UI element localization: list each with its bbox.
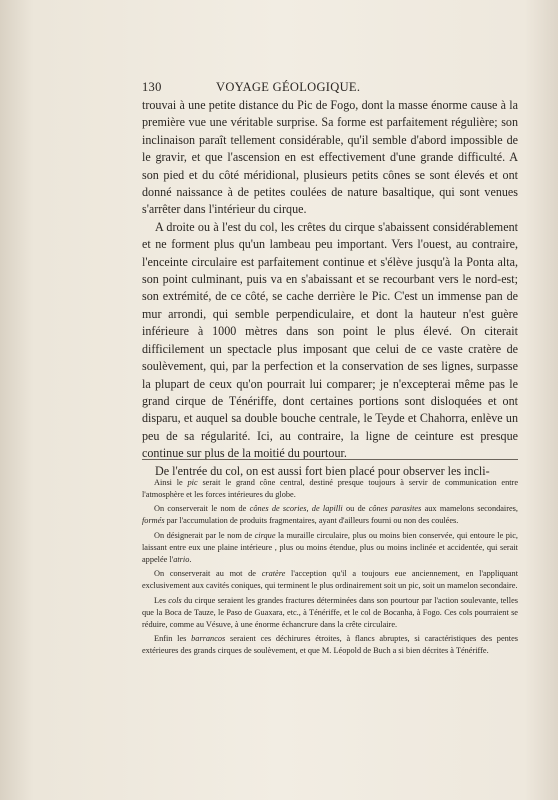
footnote-cones [142,503,518,527]
footnote-cols [142,595,518,631]
note-text: aux mamelons secondaires, [421,504,518,514]
note-text: Les [154,595,169,605]
note-term: cirque [254,530,276,540]
note-text: seraient ces déchirures étroites, à flancs abruptes, si caractéristiques des pentes extérieures des grands cirques de soulèvement, et que M. Léopold de Buch a si bien décrites à Ténériffe. [142,634,518,656]
note-text: Ainsi le [154,478,188,487]
note-term: cônes de scories, de lapilli [249,504,343,514]
paragraph-2: A droite ou à l'est du col, les crêtes du cirque s'abaissent considérablement et ne forment plus qu'un lambeau peu important. Vers l'ouest, au contraire, l'enceinte circulaire est parfaitement continue et s'élève jusqu'à la Ponta alta, son point culminant, puis va en s'abaissant et se recourbant vers le nord-est; son extrémité, de ce côté, se cache derrière le Pic. C'est un immense pan de mur arrondi, qui semble perpendiculaire, et dont la hauteur n'est guère inférieure à 1000 mètres dans son point le plus élevé. On citerait difficilement un spectacle plus imposant que celui de ce vaste cratère de soulèvement, qui, par la perfection et la conservation de ses lignes, surpasse la plupart de ceux qu'on pourrait lui comparer; je n'excepterai même pas le grand cirque de Ténériffe, dont certaines portions sont disloquées et ont disparu, et auquel sa double bouche centrale, le Teyde et Chahorra, enlève un peu de sa régularité. Ici, au contraire, la ligne de ceinture est presque continue sur plus de la moitié du pourtour. [142,219,518,461]
footnote-cratere [142,568,518,592]
note-text: la muraille circulaire, plus ou moins bien conservée, qui entoure le pic, laissant entre eux une plaine intérieure , plus ou moins étendue, plus ou moins inclinée et accidentée, qui serait appelée l' [142,530,518,564]
paragraph-3: De l'entrée du col, on est aussi fort bien placé pour observer les incli- [155,463,490,478]
note-text: . [189,554,192,564]
note-term: cols [168,595,182,605]
note-text: par l'accumulation de produits fragmentaires, ayant d'ailleurs fourni ou non des coulées. [164,516,459,526]
note-term: pic [187,478,198,487]
note-text: l'acception qu'il a toujours eue anciennement, en l'appliquant exclusivement aux cavités coniques, qui terminent le plus ordinairement soit un pic, soit un mamelon secondaire. [142,569,519,591]
note-text: On conserverait le nom de [154,504,250,514]
note-term: atrio [173,554,190,564]
footnote-barrancos [142,633,518,657]
footnotes [142,477,518,659]
note-term: barrancos [191,634,226,644]
note-text: serait le grand cône central, destiné presque toujours à servir de communication entre l'atmosphère et les forces intérieures du globe. [142,478,518,500]
footnote-separator [142,459,518,460]
note-text: du cirque seraient les grandes fractures déterminées dans son pourtour par l'action soulevante, telles que la Boca de Tauze, le Paso de Guaxara, etc., à Ténériffe, et le col de Bocanha, à Fogo. Ces cols pourraient se réduire, comme au Vésuve, à une énorme échancrure dans la crête circulaire. [142,595,518,629]
main-text [142,97,518,480]
note-term: cônes parasites [368,504,422,514]
footnote-pic [142,477,518,501]
note-term: cratère [261,569,286,579]
note-text: ou de [342,504,369,514]
note-text: On désignerait par le nom de [154,530,255,540]
paragraph-1: trouvai à une petite distance du Pic de Fogo, dont la masse énorme cause à la première vue une véritable surprise. Sa forme est parfaitement régulière; son inclinaison paraît tellement considérable, qu'il semble d'abord impossible de le gravir, et que l'ascension en est effectivement d'une grande difficulté. A son pied et du côté méridional, plusieurs petits cônes se sont élevés et ont donné naissance à de petites coulées de nature basaltique, qui sont venues s'arrêter dans l'intérieur du cirque. [142,98,518,217]
running-title: VOYAGE GÉOLOGIQUE. [216,80,361,94]
page-number: 130 [142,80,162,94]
note-text: On conserverait au mot de [154,569,262,579]
note-text: Enfin les [154,634,192,644]
note-term: formés [142,516,165,526]
footnote-cirque [142,530,518,566]
